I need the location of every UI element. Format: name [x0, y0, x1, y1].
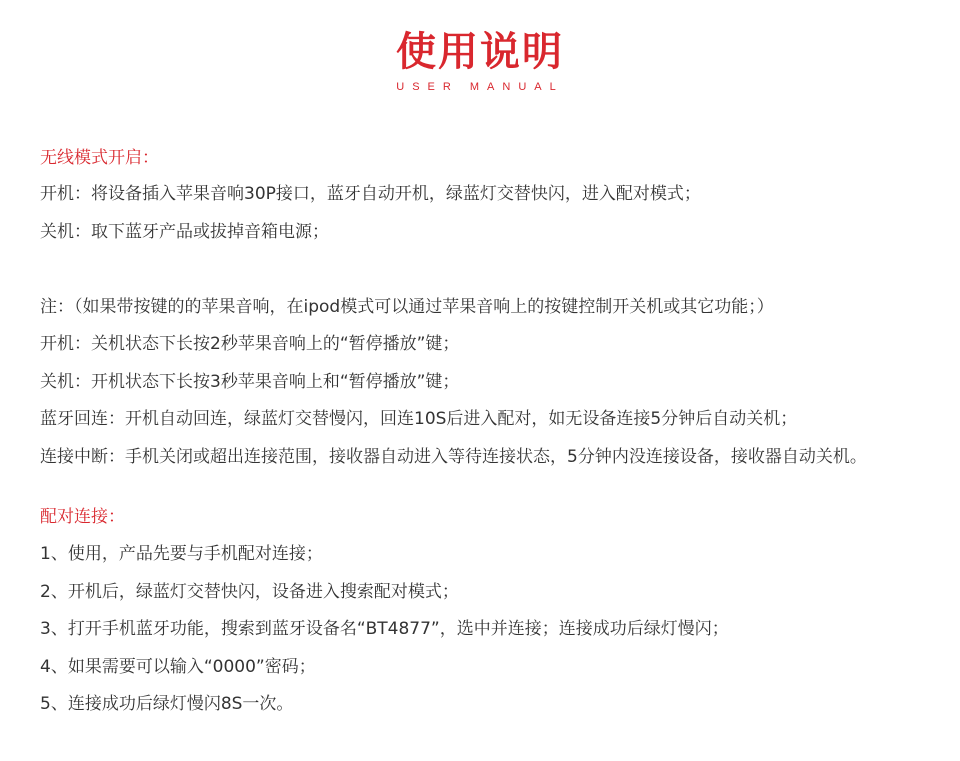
manual-header — [0, 26, 960, 94]
section-heading-wireless: 无线模式开启： — [40, 148, 159, 168]
page-title: 使用说明 — [396, 29, 564, 75]
pairing-step-1: 1、使用，产品先要与手机配对连接； — [40, 544, 323, 564]
page-subtitle: USER MANUAL — [396, 81, 564, 93]
note-text: 注：（如果带按键的的苹果音响，在ipod模式可以通过苹果音响上的按键控制开关机或其它功能；） — [40, 297, 774, 317]
note-power-off-text: 关机：开机状态下长按3秒苹果音响上和“暂停播放”键； — [40, 372, 460, 392]
pairing-step-2: 2、开机后，绿蓝灯交替快闪，设备进入搜索配对模式； — [40, 582, 459, 602]
wireless-power-on-text: 开机：将设备插入苹果音响30P接口，蓝牙自动开机，绿蓝灯交替快闪，进入配对模式； — [40, 184, 701, 204]
wireless-power-off-text: 关机：取下蓝牙产品或拔掉音箱电源； — [40, 222, 329, 242]
section-heading-pairing: 配对连接： — [40, 507, 125, 527]
note-reconnect-text: 蓝牙回连：开机自动回连，绿蓝灯交替慢闪，回连10S后进入配对，如无设备连接5分钟后自动关机； — [40, 409, 798, 429]
note-power-on-text: 开机：关机状态下长按2秒苹果音响上的“暂停播放”键； — [40, 334, 460, 354]
pairing-step-4: 4、如果需要可以输入“0000”密码； — [40, 657, 316, 677]
pairing-step-3: 3、打开手机蓝牙功能，搜索到蓝牙设备名“BT4877”，选中并连接；连接成功后绿灯慢闪； — [40, 619, 729, 639]
note-disconnect-text: 连接中断：手机关闭或超出连接范围，接收器自动进入等待连接状态，5分钟内没连接设备，接收器自动关机。 — [40, 447, 867, 467]
pairing-step-5: 5、连接成功后绿灯慢闪8S一次。 — [40, 694, 294, 714]
